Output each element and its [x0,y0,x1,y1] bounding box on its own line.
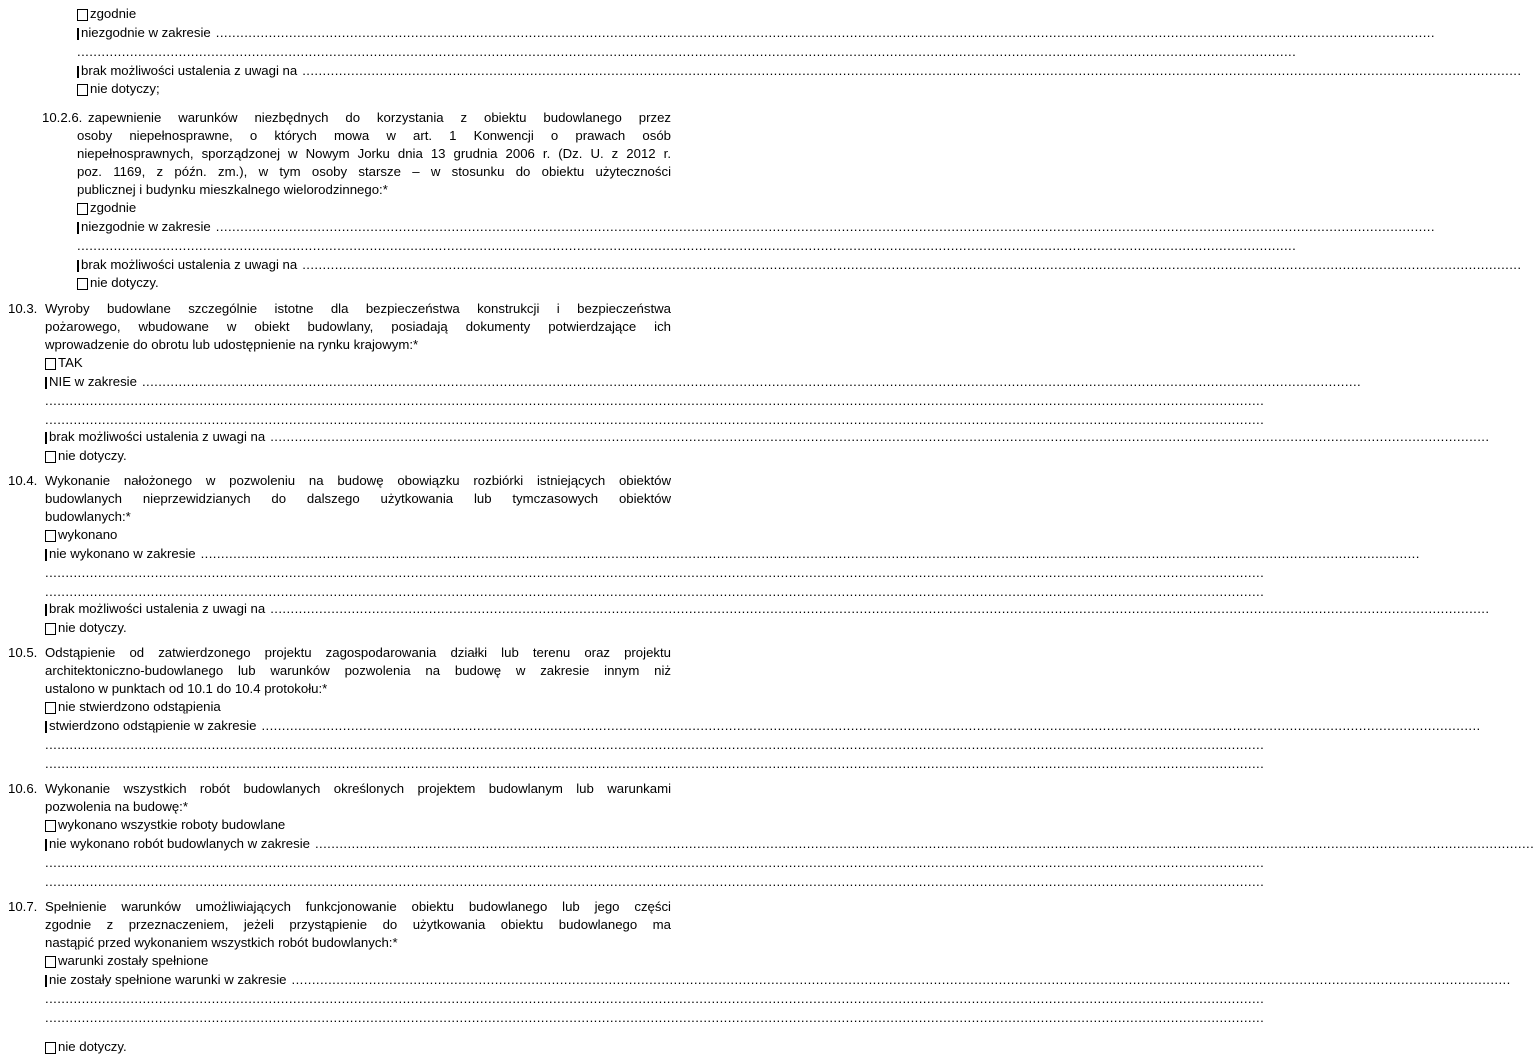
checkbox[interactable] [45,1042,56,1054]
checkbox-option-niezgodnie[interactable]: niezgodnie w zakresie ............................................................................................................................................................................................................................................................................................................ [77,218,671,235]
section-text-line: budowlanych:* [45,509,131,524]
checkbox-option-nie-stwierdzono[interactable]: nie stwierdzono odstąpienia [45,698,221,715]
section-text-line: publicznej i budynku mieszkalnego wielorodzinnego:* [77,182,388,197]
section-text-line: Wykonanie nałożonego w pozwoleniu na budowę obowiązku rozbiórki istniejących obiektów [45,473,671,488]
checkbox[interactable] [77,28,79,40]
fill-in-line[interactable]: ............................................................................................................................................................................................................................................................................................................ [45,565,1265,580]
section-text-line: architektoniczno-budowlanego lub warunków pozwolenia na budowę w zakresie innym niż [45,663,671,678]
section-text-line: pozwolenia na budowę:* [45,799,188,814]
fill-in-line[interactable]: ............................................................................................................................................................................................................................................................................................................ [45,855,1265,870]
checkbox[interactable] [77,278,88,290]
checkbox-option-wykonano[interactable]: wykonano [45,526,117,543]
checkbox-option-tak[interactable]: TAK [45,354,83,371]
fill-in-line[interactable]: ............................................................................................................................................................................................................................................................................................................ [45,584,1265,599]
fill-in-line[interactable]: ............................................................................................................................................................................................................................................................................................................ [77,238,1297,253]
fill-in-line[interactable]: ............................................................................................................................................................................................................................................................................................................ [45,393,1265,408]
fill-in-line[interactable]: ............................................................................................................................................................................................................................................................................................................ [45,1010,1265,1025]
checkbox-option-nie-dotyczy[interactable]: nie dotyczy. [45,447,127,464]
checkbox-option-brak[interactable]: brak możliwości ustalenia z uwagi na ............................................................................................................................................................................................................................................................................................................ [77,256,671,273]
checkbox[interactable] [45,721,47,733]
checkbox-option-nie-dotyczy[interactable]: nie dotyczy. [77,274,159,291]
fill-in-line[interactable]: ............................................................................................................................................................................................................................................................................................................ [45,737,1265,752]
section-text-line: wprowadzenie do obrotu lub udostępnienie na rynku krajowym:* [45,337,419,352]
fill-in-line[interactable]: ............................................................................................................................................................................................................................................................................................................ [45,756,1265,771]
checkbox-option-nie-w-zakresie[interactable]: NIE w zakresie ............................................................................................................................................................................................................................................................................................................ [45,373,671,390]
fill-in-line[interactable]: ............................................................................................................................................................................................................................................................................................................ [302,257,1522,272]
checkbox[interactable] [45,975,47,987]
section-number: 10.4. [8,473,38,488]
section-text-line: budowlanych nieprzewidzianych do dalszego użytkowania lub tymczasowych obiektów [45,491,671,506]
checkbox[interactable] [45,702,56,714]
checkbox-option-nie-dotyczy[interactable]: nie dotyczy. [45,619,127,636]
fill-in-line[interactable]: ............................................................................................................................................................................................................................................................................................................ [215,25,1435,40]
fill-in-line[interactable]: ............................................................................................................................................................................................................................................................................................................ [302,63,1522,78]
section-text-line: Odstąpienie od zatwierdzonego projektu zagospodarowania działki lub terenu oraz projektu [45,645,671,660]
fill-in-line[interactable]: ............................................................................................................................................................................................................................................................................................................ [270,429,1490,444]
section-text-line: Spełnienie warunków umożliwiających funkcjonowanie obiektu budowlanego lub jego części [45,899,671,914]
fill-in-line[interactable]: ............................................................................................................................................................................................................................................................................................................ [261,718,1481,733]
fill-in-line[interactable]: ............................................................................................................................................................................................................................................................................................................ [45,412,1265,427]
checkbox-option-nie-spelnione[interactable]: nie zostały spełnione warunki w zakresie ............................................................................................................................................................................................................................................................................................................ [45,971,671,988]
section-text-line: zapewnienie warunków niezbędnych do korzystania z obiektu budowlanego przez [88,110,671,125]
fill-in-line[interactable]: ............................................................................................................................................................................................................................................................................................................ [200,546,1420,561]
checkbox[interactable] [45,623,56,635]
checkbox[interactable] [45,839,47,851]
checkbox-option-nie-wykonano[interactable]: nie wykonano w zakresie ............................................................................................................................................................................................................................................................................................................ [45,545,671,562]
checkbox[interactable] [45,820,56,832]
checkbox-option-brak[interactable]: brak możliwości ustalenia z uwagi na ............................................................................................................................................................................................................................................................................................................ [45,428,671,445]
checkbox-option-nie-dotyczy[interactable]: nie dotyczy. [45,1038,127,1055]
checkbox-option-stwierdzono[interactable]: stwierdzono odstąpienie w zakresie ............................................................................................................................................................................................................................................................................................................ [45,717,671,734]
checkbox[interactable] [77,9,88,21]
section-text-line: pożarowego, wbudowane w obiekt budowlany, posiadają dokumenty potwierdzające ich [45,319,671,334]
fill-in-line[interactable]: ............................................................................................................................................................................................................................................................................................................ [215,219,1435,234]
section-number: 10.7. [8,899,38,914]
checkbox[interactable] [45,377,47,389]
fill-in-line[interactable]: ............................................................................................................................................................................................................................................................................................................ [291,972,1511,987]
checkbox-option-wykonano-wszystkie[interactable]: wykonano wszystkie roboty budowlane [45,816,285,833]
checkbox[interactable] [77,222,79,234]
fill-in-line[interactable]: ............................................................................................................................................................................................................................................................................................................ [314,836,1534,851]
checkbox[interactable] [77,260,79,272]
checkbox[interactable] [45,451,56,463]
checkbox-option-nie-wykonano[interactable]: nie wykonano robót budowlanych w zakresie ............................................................................................................................................................................................................................................................................................................ [45,835,671,852]
fill-in-line[interactable]: ............................................................................................................................................................................................................................................................................................................ [141,374,1362,389]
section-text-line: nastąpić przed wykonaniem wszystkich robót budowlanych:* [45,935,398,950]
section-number: 10.2.6. [42,110,83,125]
checkbox-option-brak[interactable]: brak możliwości ustalenia z uwagi na ............................................................................................................................................................................................................................................................................................................ [77,62,671,79]
fill-in-line[interactable]: ............................................................................................................................................................................................................................................................................................................ [45,991,1265,1006]
section-text-line: zgodnie z przeznaczeniem, jeżeli przystąpienie do użytkowania obiektu budowlanego ma [45,917,671,932]
section-number: 10.3. [8,301,38,316]
fill-in-line[interactable]: ............................................................................................................................................................................................................................................................................................................ [77,44,1297,59]
section-text-line: Wyroby budowlane szczególnie istotne dla bezpieczeństwa konstrukcji i bezpieczeństwa [45,301,671,316]
checkbox-option-nie-dotyczy[interactable]: nie dotyczy; [77,80,160,97]
checkbox[interactable] [45,530,56,542]
checkbox[interactable] [45,956,56,968]
checkbox[interactable] [77,84,88,96]
section-text-line: poz. 1169, z późn. zm.), w tym osoby starsze – w stosunku do obiektu użyteczności [77,164,671,179]
checkbox-option-brak[interactable]: brak możliwości ustalenia z uwagi na ............................................................................................................................................................................................................................................................................................................ [45,600,671,617]
checkbox[interactable] [77,203,88,215]
checkbox[interactable] [45,432,47,444]
fill-in-line[interactable]: ............................................................................................................................................................................................................................................................................................................ [270,601,1490,616]
checkbox[interactable] [77,66,79,78]
section-number: 10.6. [8,781,38,796]
checkbox[interactable] [45,549,47,561]
checkbox-option-niezgodnie[interactable]: niezgodnie w zakresie ............................................................................................................................................................................................................................................................................................................ [77,24,671,41]
checkbox-option-spelnione[interactable]: warunki zostały spełnione [45,952,208,969]
section-text-line: niepełnosprawnych, sporządzonej w Nowym Jorku dnia 13 grudnia 2006 r. (Dz. U. z 2012 r. [77,146,671,161]
checkbox-option-zgodnie[interactable]: zgodnie [77,5,136,22]
fill-in-line[interactable]: ............................................................................................................................................................................................................................................................................................................ [45,874,1265,889]
section-text-line: Wykonanie wszystkich robót budowlanych określonych projektem budowlanym lub warunkami [45,781,671,796]
checkbox[interactable] [45,604,47,616]
section-text-line: osoby niepełnosprawne, o których mowa w art. 1 Konwencji o prawach osób [77,128,671,143]
checkbox[interactable] [45,358,56,370]
section-text-line: ustalono w punktach od 10.1 do 10.4 protokołu:* [45,681,328,696]
section-number: 10.5. [8,645,38,660]
checkbox-option-zgodnie[interactable]: zgodnie [77,199,136,216]
